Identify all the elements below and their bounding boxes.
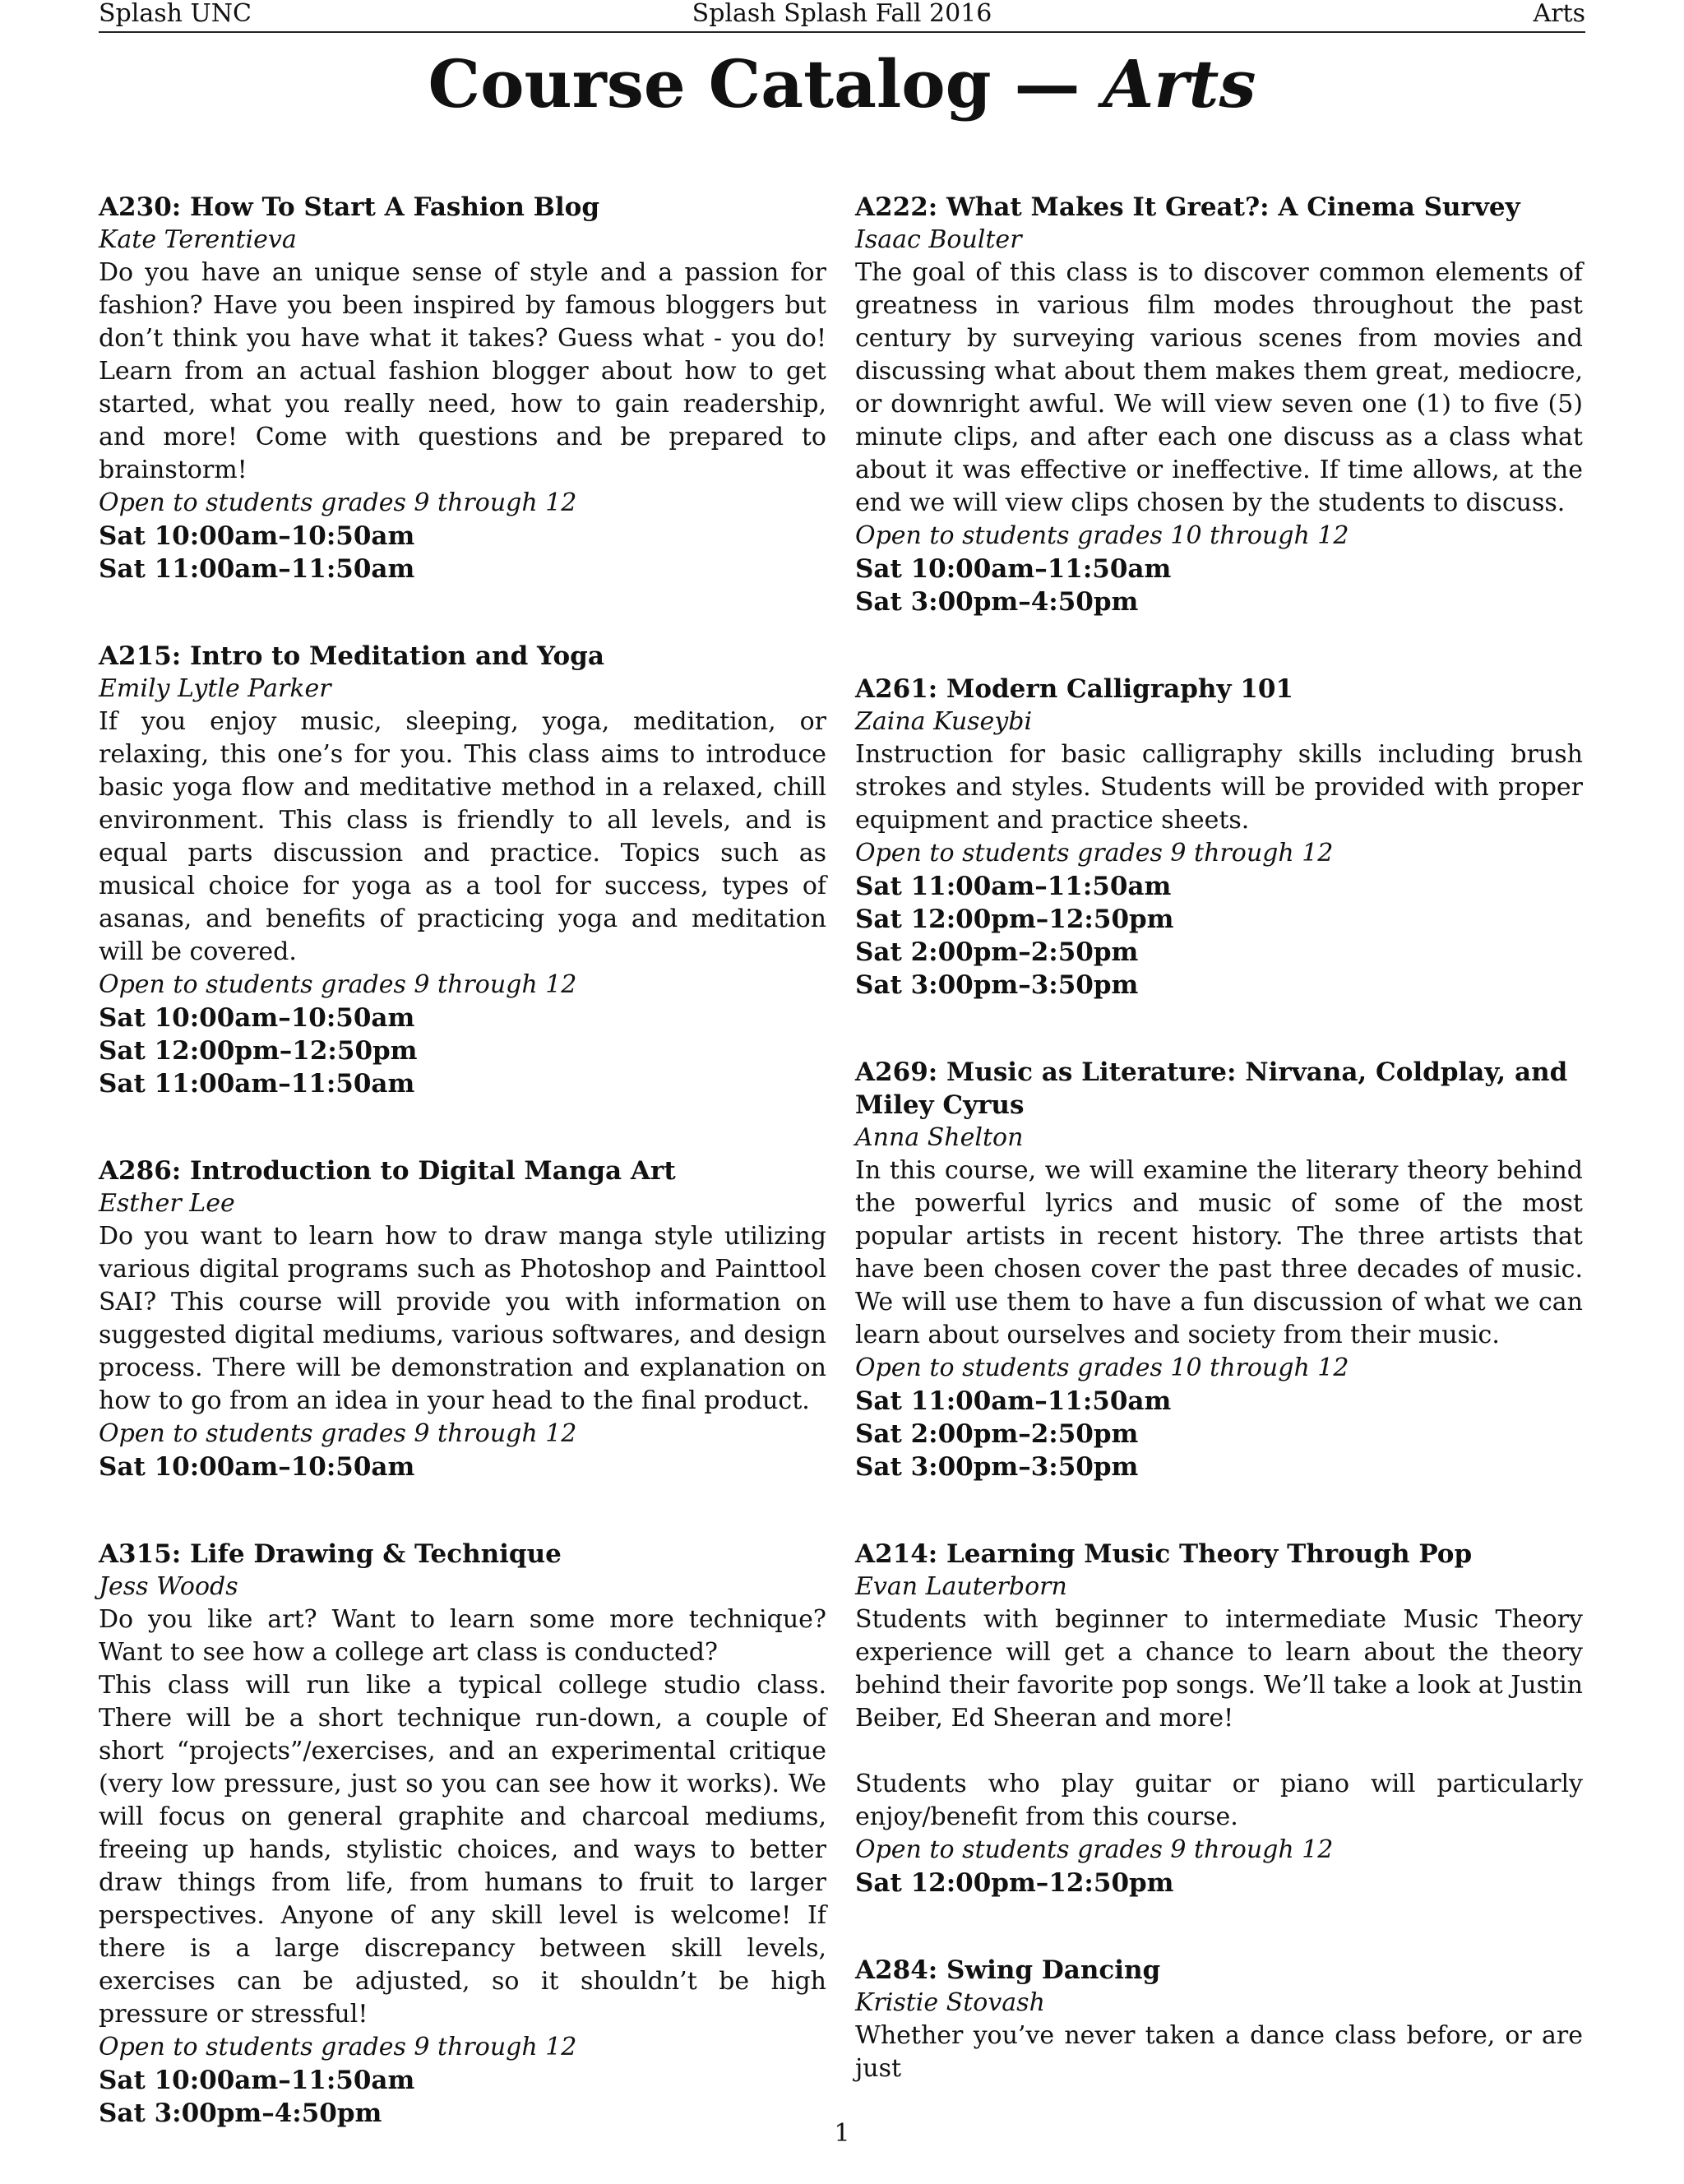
page-title-prefix: Course Catalog — bbox=[428, 45, 1080, 123]
running-header bbox=[99, 0, 1585, 33]
course-title: A284: Swing Dancing bbox=[855, 1955, 1161, 1985]
right-column bbox=[855, 191, 1583, 2140]
course-grades: Open to students grades 9 through 12 bbox=[99, 970, 577, 999]
page-number: 1 bbox=[834, 2119, 850, 2148]
course-time: Sat 12:00pm–12:50pm bbox=[99, 1036, 418, 1066]
course-teacher: Emily Lytle Parker bbox=[99, 674, 331, 703]
course-time: Sat 10:00am–11:50am bbox=[855, 554, 1172, 584]
course-time: Sat 10:00am–10:50am bbox=[99, 521, 415, 551]
course-description bbox=[99, 706, 826, 969]
description-paragraph: Do you want to learn how to draw manga style utilizing various digital programs such as Photoshop and Painttool SAI? This course will provide you with information on suggested digital mediums, various softwares, and design process. There will be demonstration and explanation on how to go from an idea in your head to the final product. bbox=[99, 1222, 826, 1415]
course-teacher: Kate Terentieva bbox=[99, 225, 297, 254]
description-paragraph: Do you like art? Want to learn some more technique? Want to see how a college art class is conducted? bbox=[99, 1605, 826, 1667]
course-grades: Open to students grades 10 through 12 bbox=[855, 1353, 1349, 1382]
course-title: A230: How To Start A Fashion Blog bbox=[99, 192, 600, 222]
course-time: Sat 3:00pm–4:50pm bbox=[99, 2098, 382, 2128]
course-grades: Open to students grades 9 through 12 bbox=[99, 1419, 577, 1448]
course-teacher: Isaac Boulter bbox=[855, 225, 1022, 254]
course-teacher: Zaina Kuseybi bbox=[855, 707, 1033, 736]
course-time: Sat 11:00am–11:50am bbox=[855, 1386, 1172, 1416]
page-title bbox=[0, 43, 1684, 125]
course-title: A214: Learning Music Theory Through Pop bbox=[855, 1539, 1473, 1569]
course-grades: Open to students grades 9 through 12 bbox=[855, 839, 1334, 868]
course-description bbox=[99, 257, 826, 487]
course-description bbox=[99, 1603, 826, 2031]
course-title: A286: Introduction to Digital Manga Art bbox=[99, 1156, 676, 1186]
course-time: Sat 3:00pm–4:50pm bbox=[855, 587, 1139, 617]
course-entry bbox=[855, 1538, 1583, 1899]
course-entry bbox=[99, 1154, 826, 1483]
description-paragraph: Whether you’ve never taken a dance class before, or are just bbox=[855, 2021, 1583, 2083]
course-time: Sat 2:00pm–2:50pm bbox=[855, 1419, 1139, 1449]
description-paragraph: The goal of this class is to discover common elements of greatness in various film modes throughout the past century by surveying various scenes from movies and discussing what about them makes them great, mediocre, or downright awful. We will view seven one (1) to five (5) minute clips, and after each one discuss as a class what about it was effective or ineffective. If time allows, at the end we will view clips chosen by the students to discuss. bbox=[855, 258, 1583, 517]
course-entry bbox=[855, 191, 1583, 618]
description-paragraph: In this course, we will examine the literary theory behind the powerful lyrics and music of some of the most popular artists in recent history. The three artists that have been chosen cover the past three decades of music. We will use them to have a fun discussion of what we can learn about ourselves and society from their music. bbox=[855, 1156, 1583, 1349]
course-time: Sat 12:00pm–12:50pm bbox=[855, 905, 1174, 934]
description-paragraph: This class will run like a typical college studio class. There will be a short technique run-down, a couple of short “projects”/exercises, and an experimental critique (very low pressure, just so you can see how it works). We will focus on general graphite and charcoal mediums, freeing up hands, stylistic choices, and ways to better draw things from life, from humans to fruit to larger perspectives. Anyone of any skill level is welcome! If there is a large discrepancy between skill levels, exercises can be adjusted, so it shouldn’t be high pressure or stressful! bbox=[99, 1671, 826, 2029]
course-entry bbox=[855, 1954, 1583, 2085]
course-description bbox=[855, 2020, 1583, 2085]
course-title: A222: What Makes It Great?: A Cinema Survey bbox=[855, 192, 1520, 222]
course-time: Sat 3:00pm–3:50pm bbox=[855, 1452, 1139, 1482]
header-center: Splash Splash Fall 2016 bbox=[692, 0, 992, 28]
course-teacher: Evan Lauterborn bbox=[855, 1572, 1067, 1601]
course-description bbox=[855, 257, 1583, 520]
course-teacher: Anna Shelton bbox=[855, 1123, 1024, 1152]
header-right: Arts bbox=[1533, 0, 1585, 28]
course-entry bbox=[855, 673, 1583, 1002]
course-grades: Open to students grades 10 through 12 bbox=[855, 521, 1349, 550]
course-time: Sat 2:00pm–2:50pm bbox=[855, 937, 1139, 967]
course-title: A269: Music as Literature: Nirvana, Coldplay, and Miley Cyrus bbox=[855, 1057, 1568, 1120]
course-time: Sat 3:00pm–3:50pm bbox=[855, 970, 1139, 1000]
course-time: Sat 12:00pm–12:50pm bbox=[855, 1868, 1174, 1898]
course-grades: Open to students grades 9 through 12 bbox=[99, 2033, 577, 2061]
description-paragraph: Do you have an unique sense of style and a passion for fashion? Have you been inspired by famous bloggers but don’t think you have what it takes? Guess what - you do! Learn from an actual fashion blogger about how to get started, what you really need, how to gain readership, and more! Come with questions and be prepared to brainstorm! bbox=[99, 258, 826, 484]
header-left: Splash UNC bbox=[99, 0, 252, 28]
course-time: Sat 10:00am–10:50am bbox=[99, 1452, 415, 1482]
course-description bbox=[855, 1603, 1583, 1834]
course-title: A261: Modern Calligraphy 101 bbox=[855, 674, 1293, 704]
course-teacher: Jess Woods bbox=[99, 1572, 238, 1601]
course-title: A315: Life Drawing & Technique bbox=[99, 1539, 562, 1569]
course-time: Sat 10:00am–10:50am bbox=[99, 1003, 415, 1033]
course-teacher: Kristie Stovash bbox=[855, 1988, 1045, 2017]
description-paragraph: If you enjoy music, sleeping, yoga, meditation, or relaxing, this one’s for you. This class aims to introduce basic yoga flow and meditative method in a relaxed, chill environment. This class is friendly to all levels, and is equal parts discussion and practice. Topics such as musical choice for yoga as a tool for success, types of asanas, and benefits of practicing yoga and meditation will be covered. bbox=[99, 707, 826, 966]
left-column bbox=[99, 191, 826, 2184]
description-paragraph: Instruction for basic calligraphy skills including brush strokes and styles. Students will be provided with proper equipment and practice sheets. bbox=[855, 740, 1583, 835]
course-time: Sat 11:00am–11:50am bbox=[99, 1069, 415, 1099]
course-grades: Open to students grades 9 through 12 bbox=[99, 488, 577, 517]
course-description bbox=[99, 1220, 826, 1418]
course-description bbox=[855, 1154, 1583, 1352]
course-time: Sat 11:00am–11:50am bbox=[855, 872, 1172, 901]
page-title-department: Arts bbox=[1103, 45, 1256, 123]
course-entry bbox=[855, 1056, 1583, 1483]
course-time: Sat 11:00am–11:50am bbox=[99, 554, 415, 584]
course-description bbox=[855, 738, 1583, 837]
description-paragraph: Students who play guitar or piano will particularly enjoy/benefit from this course. bbox=[855, 1770, 1583, 1831]
course-title: A215: Intro to Meditation and Yoga bbox=[99, 641, 604, 671]
course-entry bbox=[99, 640, 826, 1100]
course-teacher: Esther Lee bbox=[99, 1189, 235, 1218]
course-entry bbox=[99, 1538, 826, 2130]
course-grades: Open to students grades 9 through 12 bbox=[855, 1835, 1334, 1864]
description-paragraph: Students with beginner to intermediate Music Theory experience will get a chance to learn about the theory behind their favorite pop songs. We’ll take a look at Justin Beiber, Ed Sheeran and more! bbox=[855, 1605, 1583, 1733]
course-entry bbox=[99, 191, 826, 585]
course-time: Sat 10:00am–11:50am bbox=[99, 2066, 415, 2095]
